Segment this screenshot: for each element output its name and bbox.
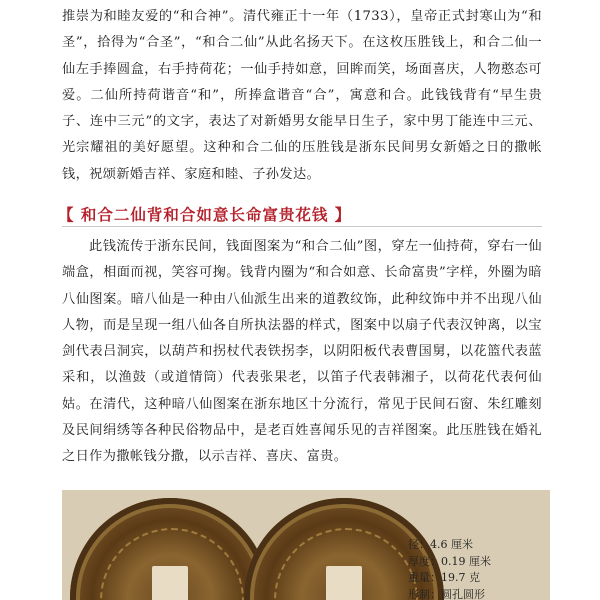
paragraph-description-text: 此钱流传于浙东民间，钱面图案为“和合二仙”图，穿左一仙持荷，穿右一仙端盒，相面而视，笑容可掬。钱背内圈为“和合如意、长命富贵”字样，外圈为暗八仙图案。暗八仙是一种由八仙派生出来的道教纹饰，此种纹饰中并不出现八仙人物，而是呈现一组八仙各自所执法器的样式，图案中以扇子代表汉钟离，以宝剑代表吕洞宾，以葫芦和拐杖代表铁拐李，以阴阳板代表曹国舅，以花篮代表蓝采和，以渔鼓（或道情筒）代表张果老，以笛子代表韩湘子，以荷花代表何仙姑。在清代，这种暗八仙图案在浙东地区十分流行，常见于民间石窗、朱红雕刻及民间绢绣等各种民俗物品中，是老百姓喜闻乐见的吉祥图案。此压胜钱在婚礼之日作为撒帐钱分撒，以示吉祥、喜庆、富贵。 (62, 239, 542, 465)
paragraph-description (62, 234, 542, 471)
spec-weight: 重量：19.7 克 (408, 571, 480, 584)
coin-specs (408, 537, 491, 600)
spec-thickness: 厚度：0.19 厘米 (408, 554, 491, 568)
paragraph-intro: 推崇为和睦友爱的“和合神”。清代雍正十一年（1733），皇帝正式封寒山为“和圣”，拾得为“合圣”，“和合二仙”从此名扬天下。在这枚压胜钱上，和合二仙一仙左手捧圆盒，右手持荷花；一仙手持如意，回眸而笑，场面喜庆，人物憨态可爱。二仙所持荷谐音“和”，所捧盒谐音“合”，寓意和合。此钱钱背有“早生贵子、连中三元”的文字，表达了对新婚男女能早日生子，家中男丁能连中三元、光宗耀祖的美好愿望。这种和合二仙的压胜钱是浙东民间男女新婚之日的撒帐钱，祝颂新婚吉祥、家庭和睦、子孙发达。 (62, 9, 542, 182)
coin-obverse-image (70, 498, 270, 600)
spec-diameter: 径：4.6 厘米 (408, 538, 473, 551)
heading-divider (62, 226, 542, 227)
coin-hole (326, 566, 362, 600)
coin-hole (152, 566, 188, 600)
spec-shape: 形制：圆孔圆形 (408, 587, 485, 600)
section-heading: 【 和合二仙背和合如意长命富贵花钱 】 (58, 206, 352, 224)
coin-photo (62, 490, 550, 600)
